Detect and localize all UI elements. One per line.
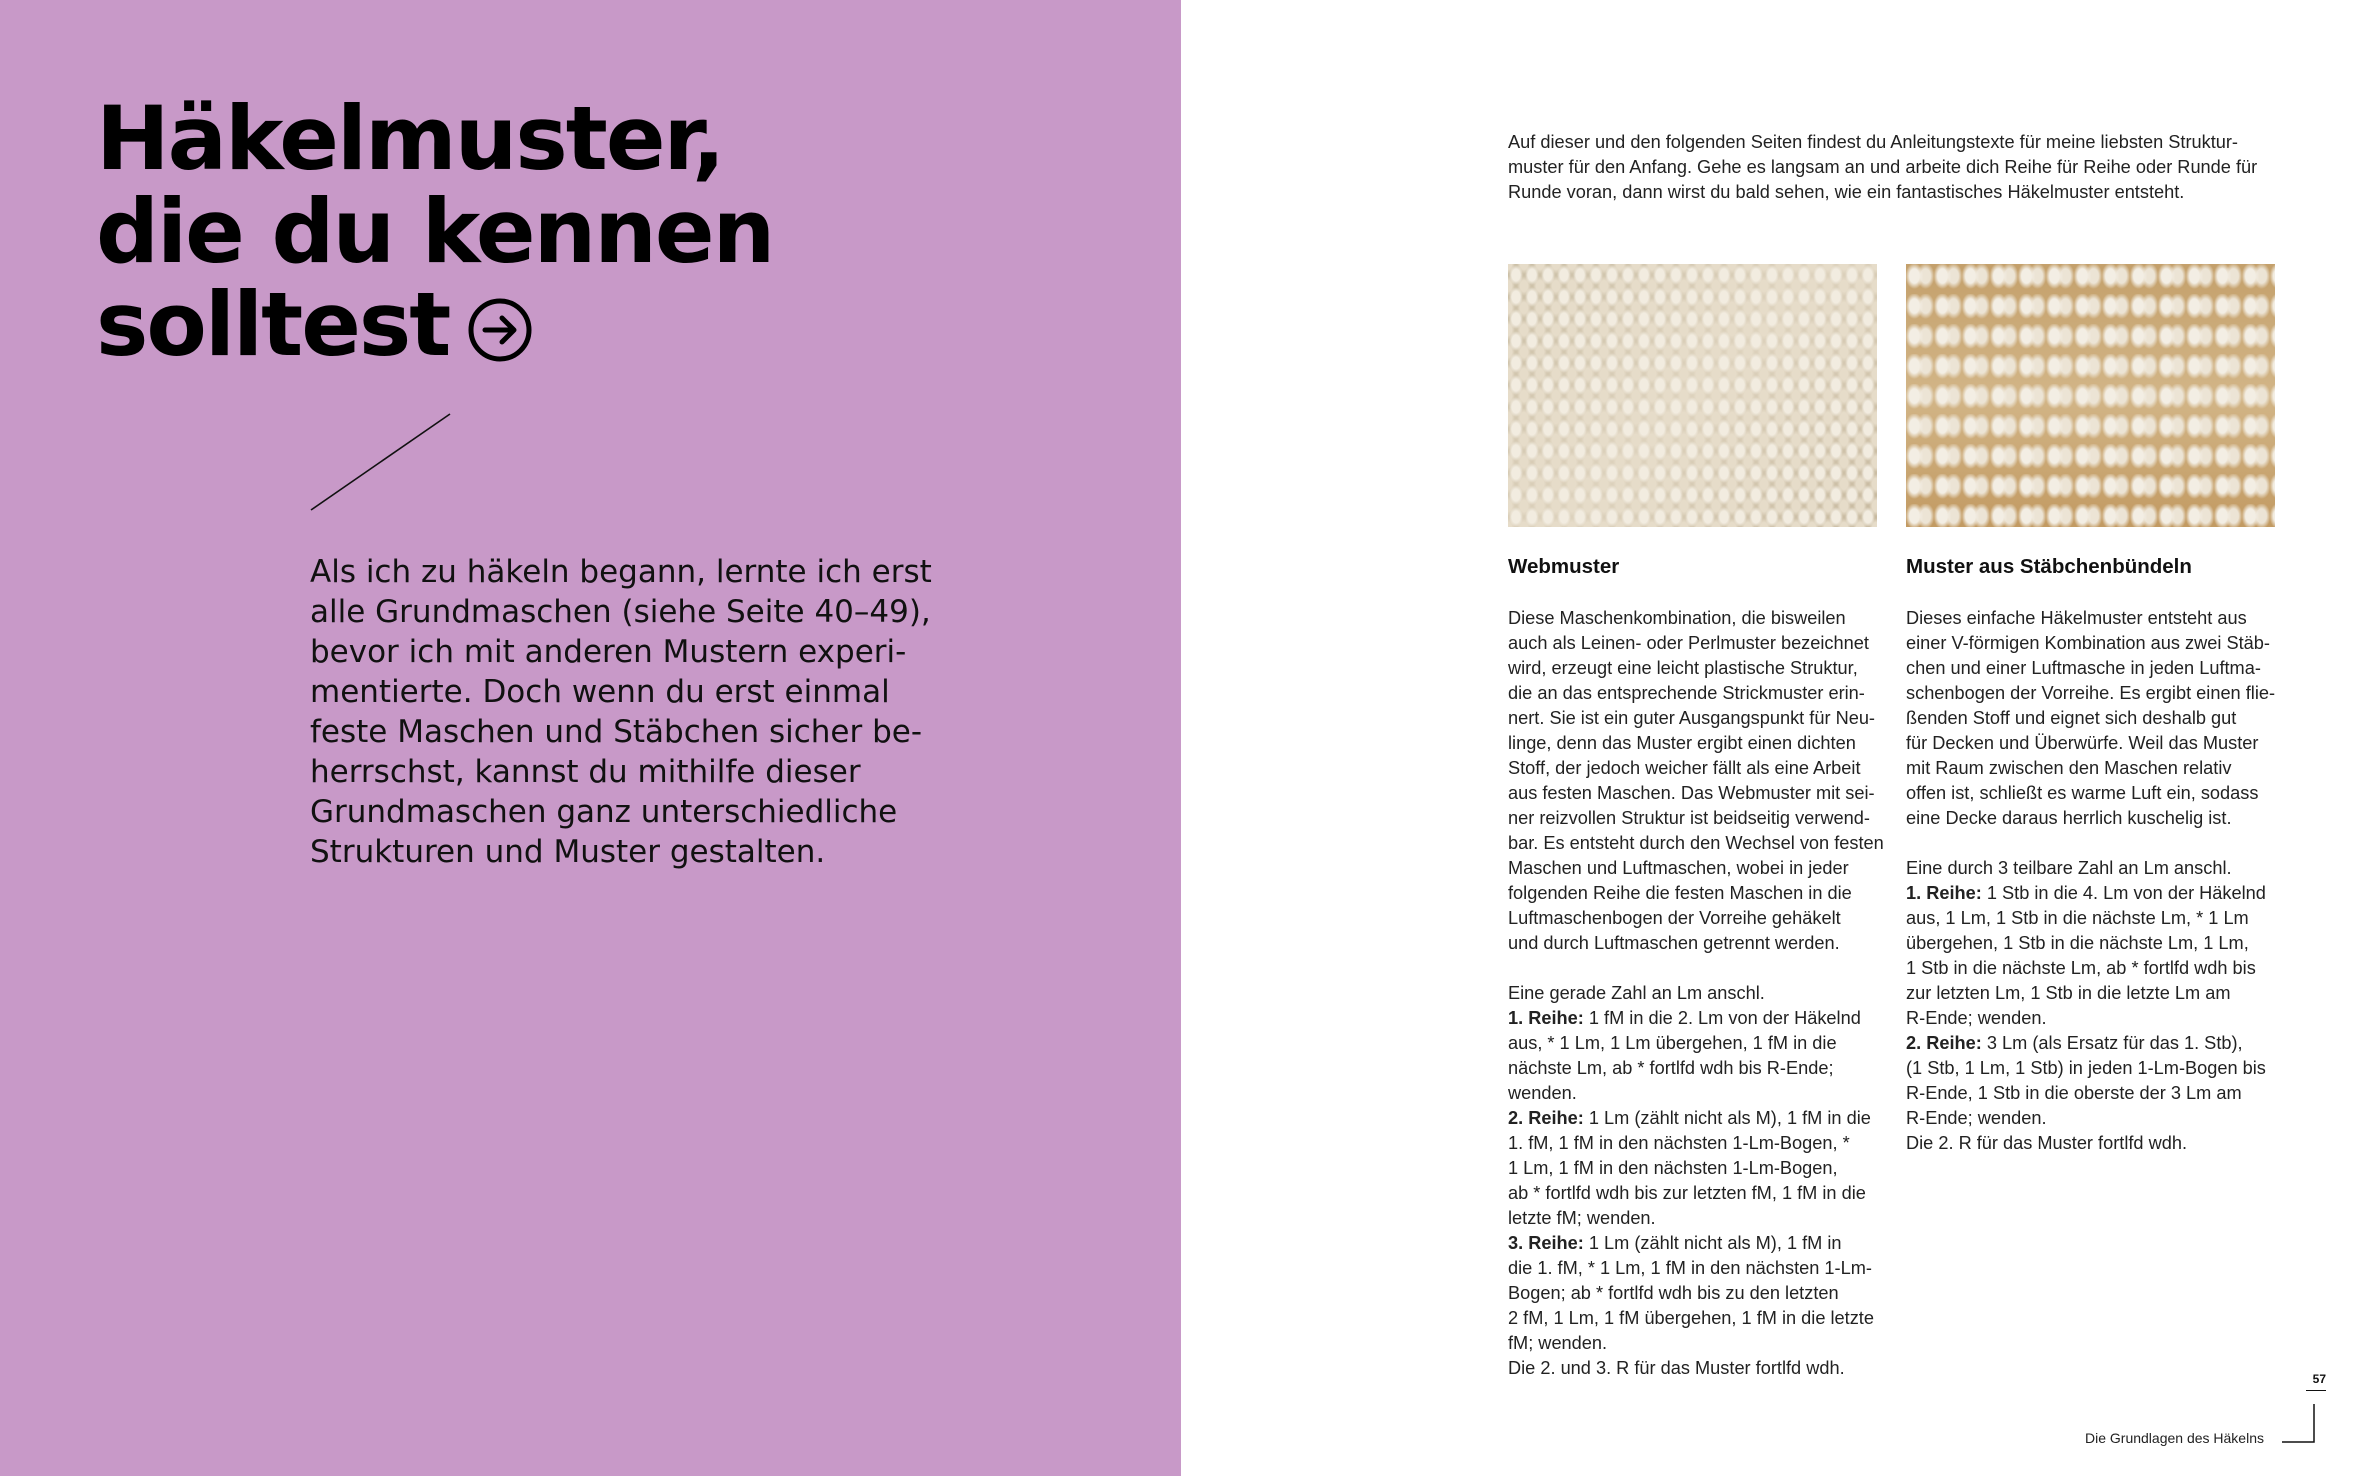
row-text: 1 Lm (zählt nicht als M), 1 fM in: [1583, 1233, 1842, 1253]
row-line: Bogen; ab * fortlfd wdh bis zu den letzten: [1508, 1283, 1839, 1303]
row-label: 2. Reihe:: [1508, 1108, 1584, 1128]
intro-line: bevor ich mit anderen Mustern experi-: [310, 634, 907, 670]
row-text: 1 Stb in die 4. Lm von der Häkelnd: [1981, 883, 2266, 903]
row-line: (1 Stb, 1 Lm, 1 Stb) in jeden 1-Lm-Bogen bis: [1906, 1058, 2266, 1078]
description-line: eine Decke daraus herrlich kuschelig ist.: [1906, 808, 2232, 828]
page-title: [96, 87, 774, 379]
description-line: auch als Leinen- oder Perlmuster bezeichnet: [1508, 633, 1869, 653]
row-label: 3. Reihe:: [1508, 1233, 1584, 1253]
description-line: Diese Maschenkombination, die bisweilen: [1508, 608, 1846, 628]
webmuster-heading: Webmuster: [1508, 555, 1620, 578]
description-line: einer V-förmigen Kombination aus zwei Stäb-: [1906, 633, 2270, 653]
title-line: die du kennen: [96, 180, 774, 283]
webmuster-instructions: [1508, 606, 1884, 1381]
staebchenbuendel-photo: [1906, 264, 2275, 527]
row-line: zur letzten Lm, 1 Stb in die letzte Lm am: [1906, 983, 2231, 1003]
row-line: 1 Lm, 1 fM in den nächsten 1-Lm-Bogen,: [1508, 1158, 1838, 1178]
intro-line: herrschst, kannst du mithilfe dieser: [310, 754, 861, 790]
row-line: [1906, 1031, 2275, 1056]
lead-text: [1508, 130, 2257, 205]
intro-line: Als ich zu häkeln begann, lernte ich erst: [310, 554, 932, 590]
intro-line: feste Maschen und Stäbchen sicher be-: [310, 714, 923, 750]
row-text: 3 Lm (als Ersatz für das 1. Stb),: [1981, 1033, 2243, 1053]
diagonal-rule: [310, 412, 452, 512]
description-line: linge, denn das Muster ergibt einen dichten: [1508, 733, 1856, 753]
description-line: folgenden Reihe die festen Maschen in die: [1508, 883, 1852, 903]
description-line: ner reizvollen Struktur ist beidseitig verwend-: [1508, 808, 1870, 828]
page-number-rule: [2306, 1390, 2326, 1391]
row-label: 1. Reihe:: [1906, 883, 1982, 903]
description-line: Stoff, der jedoch weicher fällt als eine Arbeit: [1508, 758, 1861, 778]
row-line: wenden.: [1508, 1083, 1577, 1103]
row-text: 1 Lm (zählt nicht als M), 1 fM in die: [1583, 1108, 1871, 1128]
cast-on-line: Eine gerade Zahl an Lm anschl.: [1508, 983, 1765, 1003]
description-line: offen ist, schließt es warme Luft ein, sodass: [1906, 783, 2259, 803]
description-line: nert. Sie ist ein guter Ausgangspunkt für Neu-: [1508, 708, 1875, 728]
title-line: Häkelmuster,: [96, 87, 724, 190]
description-line: Luftmaschenbogen der Vorreihe gehäkelt: [1508, 908, 1841, 928]
description-line: schenbogen der Vorreihe. Es ergibt einen flie-: [1906, 683, 2276, 703]
row-line: aus, 1 Lm, 1 Stb in die nächste Lm, * 1 Lm: [1906, 908, 2249, 928]
lead-line: muster für den Anfang. Gehe es langsam an und arbeite dich Reihe für Reihe oder Runde für: [1508, 157, 2258, 177]
description-line: Maschen und Luftmaschen, wobei in jeder: [1508, 858, 1849, 878]
row-line: nächste Lm, ab * fortlfd wdh bis R-Ende;: [1508, 1058, 1834, 1078]
row-line: fM; wenden.: [1508, 1333, 1608, 1353]
row-label: 1. Reihe:: [1508, 1008, 1584, 1028]
title-line-text: solltest: [96, 273, 450, 376]
description-line: für Decken und Überwürfe. Weil das Muster: [1906, 733, 2259, 753]
staebchenbuendel-instructions: [1906, 606, 2275, 1156]
page-number: 57: [2312, 1372, 2326, 1386]
description-line: aus festen Maschen. Das Webmuster mit sei-: [1508, 783, 1875, 803]
row-line: R-Ende; wenden.: [1906, 1108, 2047, 1128]
row-line: R-Ende; wenden.: [1906, 1008, 2047, 1028]
webmuster-photo: [1508, 264, 1877, 527]
row-label: 2. Reihe:: [1906, 1033, 1982, 1053]
running-footer: Die Grundlagen des Häkelns: [2085, 1430, 2264, 1446]
intro-text: [310, 552, 1010, 872]
description-line: ßenden Stoff und eignet sich deshalb gut: [1906, 708, 2237, 728]
title-line: [96, 273, 773, 379]
row-line: letzte fM; wenden.: [1508, 1208, 1656, 1228]
row-line: [1508, 1006, 1884, 1031]
intro-line: alle Grundmaschen (siehe Seite 40–49),: [310, 594, 931, 630]
row-line: 2 fM, 1 Lm, 1 fM übergehen, 1 fM in die letzte: [1508, 1308, 1874, 1328]
row-line: [1508, 1106, 1884, 1131]
row-text: 1 fM in die 2. Lm von der Häkelnd: [1583, 1008, 1861, 1028]
description-line: mit Raum zwischen den Maschen relativ: [1906, 758, 2232, 778]
description-line: bar. Es entsteht durch den Wechsel von festen: [1508, 833, 1884, 853]
row-line: übergehen, 1 Stb in die nächste Lm, 1 Lm,: [1906, 933, 2249, 953]
staebchenbuendel-heading: Muster aus Stäbchenbündeln: [1906, 555, 2192, 578]
circled-arrow-right-icon: [467, 286, 533, 379]
row-line: die 1. fM, * 1 Lm, 1 fM in den nächsten 1-Lm-: [1508, 1258, 1872, 1278]
row-line: [1508, 1231, 1884, 1256]
row-line: 1 Stb in die nächste Lm, ab * fortlfd wdh bis: [1906, 958, 2256, 978]
repeat-line: Die 2. R für das Muster fortlfd wdh.: [1906, 1133, 2188, 1153]
row-line: aus, * 1 Lm, 1 Lm übergehen, 1 fM in die: [1508, 1033, 1837, 1053]
description-line: Dieses einfache Häkelmuster entsteht aus: [1906, 608, 2247, 628]
row-line: [1906, 881, 2275, 906]
repeat-line: Die 2. und 3. R für das Muster fortlfd wdh.: [1508, 1358, 1845, 1378]
description-line: wird, erzeugt eine leicht plastische Struktur,: [1508, 658, 1858, 678]
intro-line: Grundmaschen ganz unterschiedliche: [310, 794, 898, 830]
row-line: 1. fM, 1 fM in den nächsten 1-Lm-Bogen, *: [1508, 1133, 1850, 1153]
intro-line: Strukturen und Muster gestalten.: [310, 834, 826, 870]
intro-line: mentierte. Doch wenn du erst einmal: [310, 674, 890, 710]
description-line: und durch Luftmaschen getrennt werden.: [1508, 933, 1840, 953]
row-line: R-Ende, 1 Stb in die oberste der 3 Lm am: [1906, 1083, 2242, 1103]
cast-on-line: Eine durch 3 teilbare Zahl an Lm anschl.: [1906, 858, 2232, 878]
lead-line: Runde voran, dann wirst du bald sehen, wie ein fantastisches Häkelmuster entsteht.: [1508, 182, 2185, 202]
row-line: ab * fortlfd wdh bis zur letzten fM, 1 fM in die: [1508, 1183, 1866, 1203]
lead-line: Auf dieser und den folgenden Seiten findest du Anleitungstexte für meine liebsten Struktur-: [1508, 132, 2238, 152]
description-line: die an das entsprechende Strickmuster erin-: [1508, 683, 1865, 703]
corner-mark: [2282, 1404, 2316, 1444]
description-line: chen und einer Luftmasche in jeden Luftma-: [1906, 658, 2261, 678]
